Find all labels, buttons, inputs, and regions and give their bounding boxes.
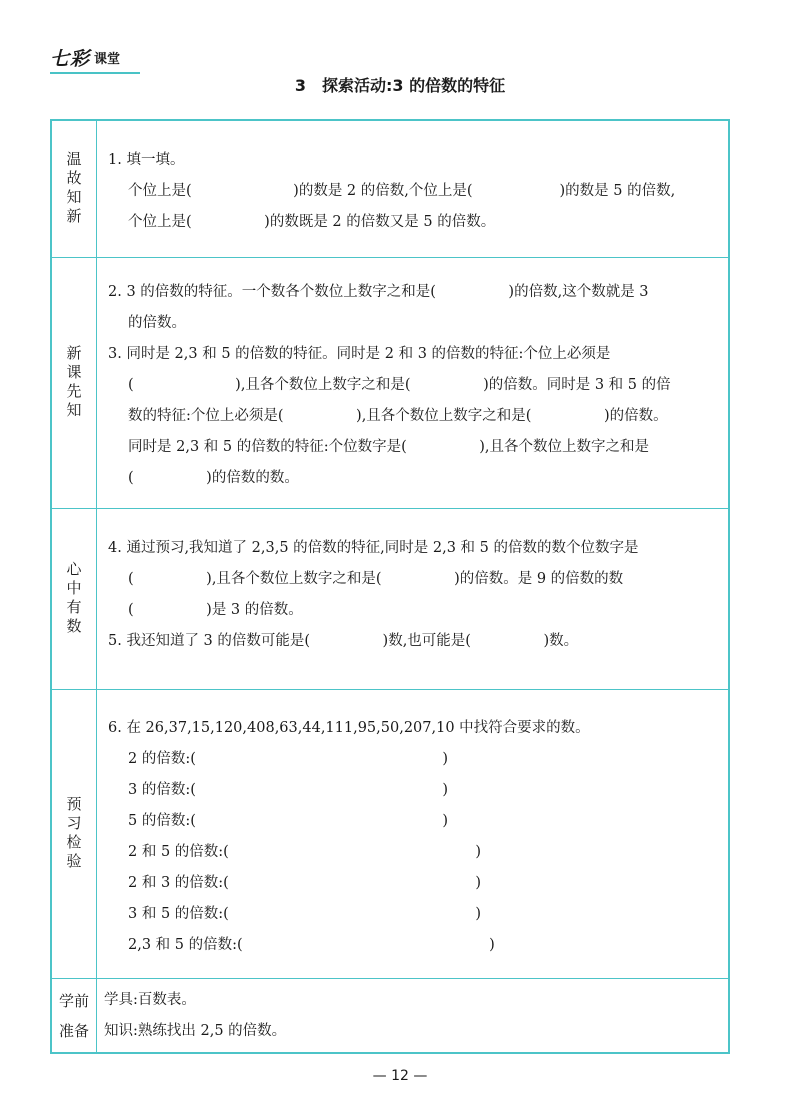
logo-sub: 课堂 [94, 52, 121, 67]
section-label: 心中有数 [52, 509, 97, 689]
section-new-lesson [52, 257, 728, 508]
question-3-line: 同时是 2,3 和 5 的倍数的特征:个位数字是( ),且各个数位上数字之和是 [128, 439, 650, 455]
answer-line: 3 的倍数:( ) [128, 782, 449, 798]
question-2: 2. 3 的倍数的特征。一个数各个数位上数字之和是( )的倍数,这个数就是 3 [108, 284, 649, 300]
worksheet-table [50, 119, 730, 1054]
section-label: 新课先知 [52, 258, 97, 508]
question-4-line: ( ),且各个数位上数字之和是( )的倍数。是 9 的倍数的数 [128, 571, 624, 587]
logo-main: 七彩 [50, 48, 91, 70]
prep-tools: 学具:百数表。 [104, 992, 196, 1008]
section-preparation [52, 978, 728, 1052]
section-content [108, 713, 720, 961]
question-3: 3. 同时是 2,3 和 5 的倍数的特征。同时是 2 和 3 的倍数的特征:个位上必须是 [108, 346, 611, 362]
section-content [108, 533, 720, 657]
question-1-line: 个位上是( )的数既是 2 的倍数又是 5 的倍数。 [128, 214, 496, 230]
page-number: — 12 — [372, 1068, 428, 1084]
question-2-line: 的倍数。 [128, 315, 186, 331]
question-4-line: ( )是 3 的倍数。 [128, 602, 303, 618]
section-content [104, 985, 720, 1047]
section-label: 温故知新 [52, 121, 97, 257]
section-label: 学前 准备 [52, 979, 97, 1052]
section-content [108, 277, 720, 494]
answer-line: 5 的倍数:( ) [128, 813, 449, 829]
question-3-line: ( ),且各个数位上数字之和是( )的倍数。同时是 3 和 5 的倍 [128, 377, 671, 393]
question-1: 1. 填一填。 [108, 152, 185, 168]
prep-knowledge: 知识:熟练找出 2,5 的倍数。 [104, 1023, 287, 1039]
answer-line: 3 和 5 的倍数:( ) [128, 906, 481, 922]
answer-line: 2 和 5 的倍数:( ) [128, 844, 481, 860]
section-self-check [52, 508, 728, 689]
question-6: 6. 在 26,37,15,120,408,63,44,111,95,50,207,10 中找符合要求的数。 [108, 720, 590, 736]
section-label: 预习检验 [52, 690, 97, 978]
answer-line: 2 的倍数:( ) [128, 751, 449, 767]
page-title: 3 探索活动:3 的倍数的特征 [294, 76, 506, 95]
section-preview-test [52, 689, 728, 978]
answer-line: 2 和 3 的倍数:( ) [128, 875, 481, 891]
section-content [108, 145, 720, 238]
question-4: 4. 通过预习,我知道了 2,3,5 的倍数的特征,同时是 2,3 和 5 的倍数的数个位数字是 [108, 540, 639, 556]
question-3-line: ( )的倍数的数。 [128, 470, 299, 486]
question-5: 5. 我还知道了 3 的倍数可能是( )数,也可能是( )数。 [108, 633, 579, 649]
answer-line: 2,3 和 5 的倍数:( ) [128, 937, 495, 953]
question-3-line: 数的特征:个位上必须是( ),且各个数位上数字之和是( )的倍数。 [128, 408, 668, 424]
section-review [52, 121, 728, 257]
question-1-line: 个位上是( )的数是 2 的倍数,个位上是( )的数是 5 的倍数, [128, 183, 676, 199]
brand-logo [50, 44, 140, 74]
